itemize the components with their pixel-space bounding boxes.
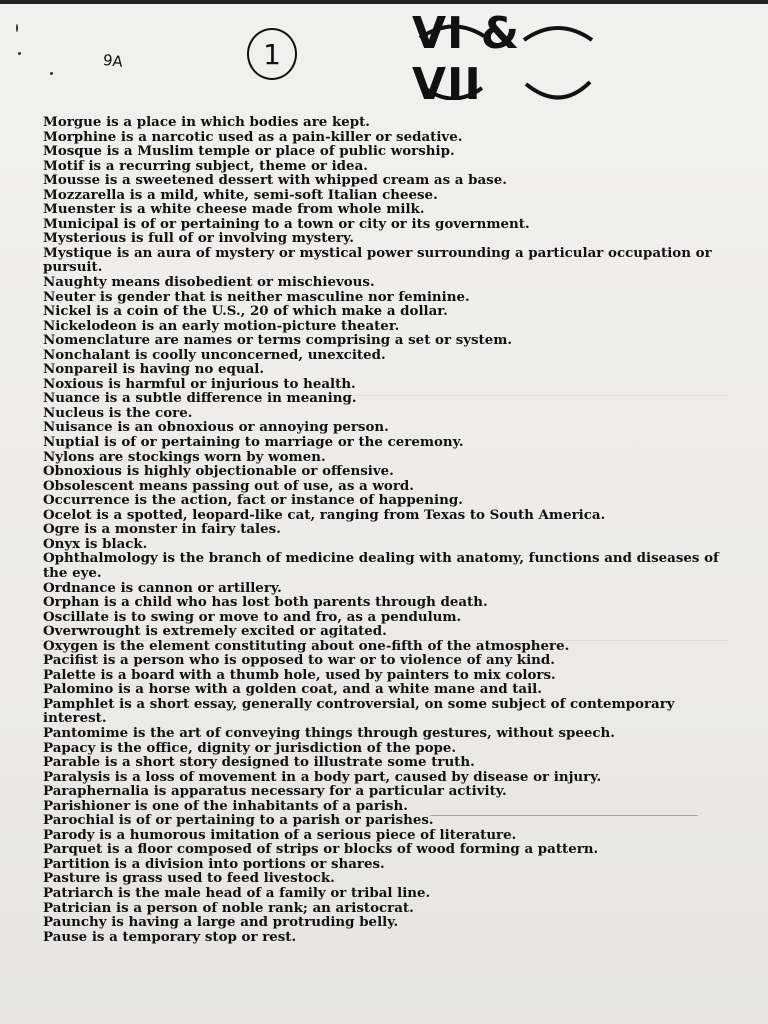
definition-entry: Occurrence is the action, fact or instance of happening. (43, 492, 463, 509)
definition-entry: Motif is a recurring subject, theme or idea. (43, 157, 368, 174)
definition-entry: Nomenclature are names or terms comprising a set or system. (43, 332, 513, 349)
definition-entry: Ordnance is cannon or artillery. (43, 579, 282, 596)
definition-entry: Onyx is black. (43, 535, 148, 552)
definition-entry: Mousse is a sweetened dessert with whipped cream as a base. (43, 172, 507, 189)
definition-entry: Mysterious is full of or involving mystery. (43, 230, 354, 247)
chapter-heading (412, 8, 597, 110)
page-code: 9A (102, 51, 124, 71)
definition-entry: Nuance is a subtle difference in meaning. (43, 390, 357, 407)
definition-entry: Obnoxious is highly objectionable or offensive. (43, 463, 394, 480)
definition-entry: Paraphernalia is apparatus necessary for a particular activity. (43, 783, 507, 800)
speck (16, 24, 18, 32)
speck (50, 72, 53, 75)
definition-entry: Nickelodeon is an early motion-picture theater. (43, 317, 400, 334)
definition-entry: Nonchalant is coolly unconcerned, unexcited. (43, 346, 386, 363)
chapter-heading-text: VI & VII (412, 8, 521, 110)
definition-entry: Parochial is of or pertaining to a parish or parishes. (43, 812, 434, 829)
definition-entry: Naughty means disobedient or mischievous. (43, 274, 375, 291)
definition-entry: Mosque is a Muslim temple or place of public worship. (43, 143, 455, 160)
definition-entry: Neuter is gender that is neither masculine nor feminine. (43, 288, 470, 305)
definition-entry: Mystique is an aura of mystery or mystical power surrounding a particular occupation or pursuit. (43, 244, 712, 276)
circled-page-number (247, 28, 297, 80)
definition-entry: Morgue is a place in which bodies are kept. (43, 114, 370, 130)
definition-entry: Nucleus is the core. (43, 404, 193, 421)
definition-entry: Oscillate is to swing or move to and fro, as a pendulum. (43, 608, 462, 625)
definition-list (43, 115, 743, 944)
definition-entry: Nylons are stockings worn by women. (43, 448, 326, 465)
definition-entry: Ogre is a monster in fairy tales. (43, 521, 281, 538)
circled-number-text: 1 (263, 37, 281, 71)
definition-entry: Patriarch is the male head of a family or tribal line. (43, 884, 431, 901)
definition-entry: Pasture is grass used to feed livestock. (43, 870, 335, 887)
definition-entry: Patrician is a person of noble rank; an aristocrat. (43, 899, 414, 916)
definition-entry: Noxious is harmful or injurious to health. (43, 375, 356, 392)
definition-entry: Parable is a short story designed to illustrate some truth. (43, 754, 475, 771)
definition-entry: Partition is a division into portions or shares. (43, 855, 385, 872)
definition-entry: Pacifist is a person who is opposed to war or to violence of any kind. (43, 652, 555, 669)
definition-entry: Ophthalmology is the branch of medicine dealing with anatomy, functions and diseases of the eye. (43, 550, 719, 581)
definition-entry: Oxygen is the element constituting about one-fifth of the atmosphere. (43, 637, 570, 654)
definition-entry: Orphan is a child who has lost both parents through death. (43, 594, 488, 611)
definition-entry: Palette is a board with a thumb hole, used by painters to mix colors. (43, 666, 556, 683)
speck (18, 52, 21, 55)
definition-entry: Mozzarella is a mild, white, semi-soft Italian cheese. (43, 186, 438, 203)
definition-entry: Paralysis is a loss of movement in a body part, caused by disease or injury. (43, 768, 602, 785)
definition-entry: Morphine is a narcotic used as a pain-killer or sedative. (43, 128, 463, 145)
definition-entry: Nuisance is an obnoxious or annoying person. (43, 419, 389, 436)
definition-entry: Parishioner is one of the inhabitants of a parish. (43, 797, 408, 814)
definition-entry: Pause is a temporary stop or rest. (43, 928, 297, 945)
definition-entry: Ocelot is a spotted, leopard-like cat, ranging from Texas to South America. (43, 506, 606, 523)
definition-entry: Obsolescent means passing out of use, as a word. (43, 477, 414, 494)
definition-entry: Palomino is a horse with a golden coat, and a white mane and tail. (43, 681, 542, 698)
definition-entry: Parquet is a floor composed of strips or blocks of wood forming a pattern. (43, 841, 599, 858)
definition-entry: Pantomime is the art of conveying things through gestures, without speech. (43, 724, 615, 741)
scan-edge (0, 0, 768, 4)
definition-entry: Pamphlet is a short essay, generally controversial, on some subject of contemporary interest. (43, 695, 675, 727)
definition-entry: Parody is a humorous imitation of a serious piece of literature. (43, 826, 517, 843)
definition-entry: Municipal is of or pertaining to a town or city or its government. (43, 215, 530, 232)
definition-entry: Papacy is the office, dignity or jurisdiction of the pope. (43, 739, 457, 756)
definition-entry: Overwrought is extremely excited or agitated. (43, 623, 387, 640)
definition-entry: Muenster is a white cheese made from whole milk. (43, 201, 425, 218)
definition-entry: Nuptial is of or pertaining to marriage or the ceremony. (43, 434, 464, 451)
definition-entry: Nonpareil is having no equal. (43, 361, 265, 378)
definition-entry: Paunchy is having a large and protruding belly. (43, 914, 399, 931)
definition-entry: Nickel is a coin of the U.S., 20 of which make a dollar. (43, 303, 448, 320)
